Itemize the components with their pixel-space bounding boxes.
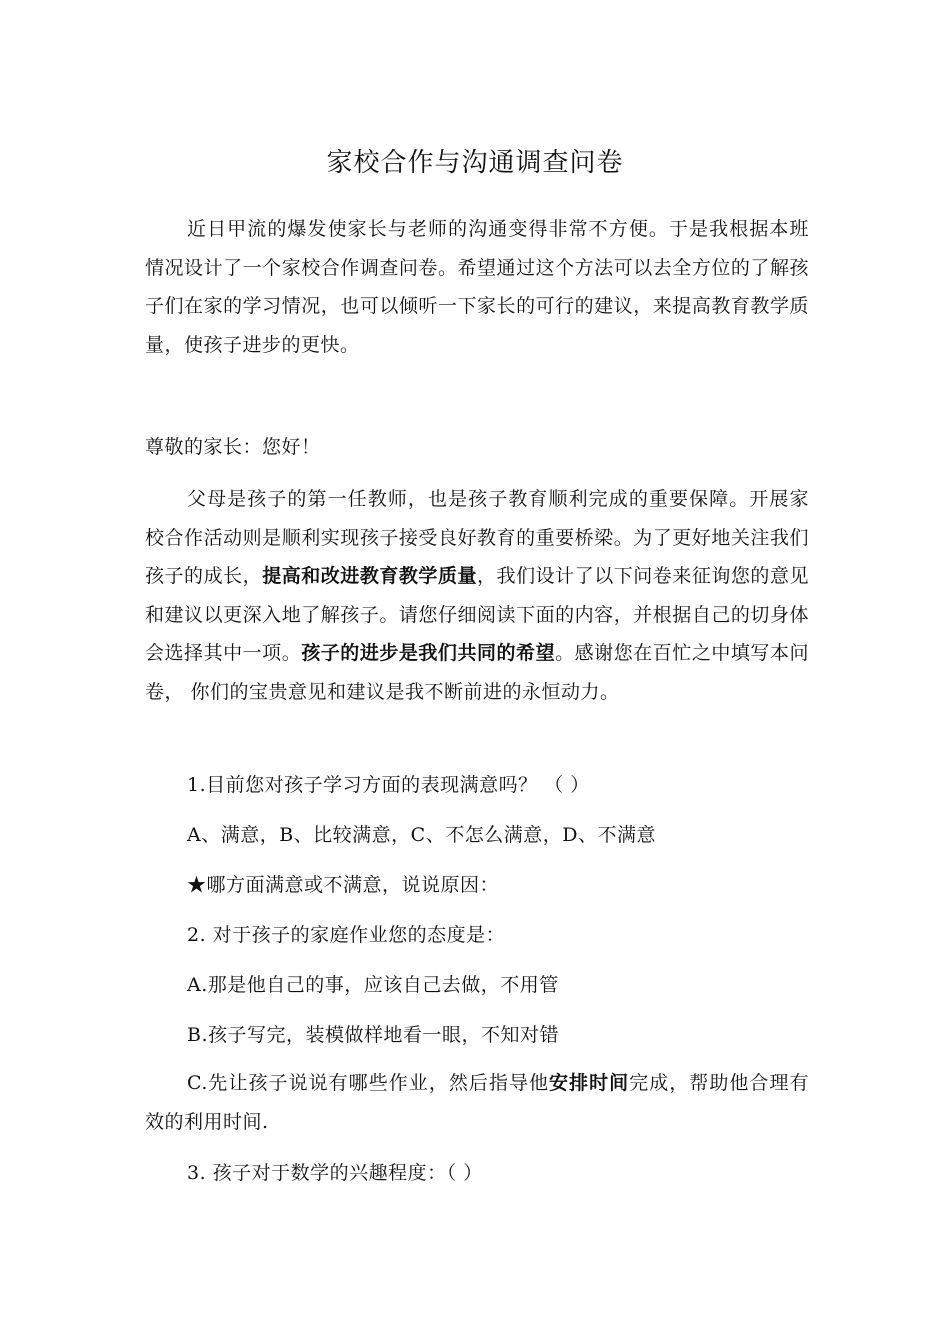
greeting: 尊敬的家长：您好！ bbox=[145, 436, 321, 458]
question-2-option-b: B.孩子写完，装模做样地看一眼，不知对错 bbox=[187, 1024, 560, 1046]
letter-emphasis-quality: 提高和改进教育教学质量 bbox=[262, 565, 478, 587]
letter-text-1: 父母是孩子的第一任教师，也是孩子教育顺利完成的重要保障。开展家校合作活动则是顺利实现孩子接受良好教育的重要桥梁。为了更好地关注我们孩子的成长， bbox=[145, 488, 809, 587]
question-2-option-c bbox=[145, 1064, 809, 1141]
letter-text-3: 。感谢您在百忙之中填写本问卷， 你们的宝贵意见和建议是我不断前进的永恒动力。 bbox=[145, 642, 809, 703]
letter-text-2: ，我们设计了以下问卷来征询您的意见和建议以更深入地了解孩子。请您仔细阅读下面的内容，并根据自己的切身体会选择其中一项。 bbox=[145, 565, 809, 664]
question-1-options: A、满意，B、比较满意，C、不怎么满意，D、不满意 bbox=[187, 824, 656, 846]
question-1: 1.目前您对孩子学习方面的表现满意吗？ （ ） bbox=[187, 774, 590, 796]
letter-paragraph bbox=[145, 480, 809, 711]
question-1-followup: ★哪方面满意或不满意，说说原因： bbox=[187, 874, 500, 896]
intro-paragraph: 近日甲流的爆发使家长与老师的沟通变得非常不方便。于是我根据本班情况设计了一个家校合作调查问卷。希望通过这个方法可以去全方位的了解孩子们在家的学习情况，也可以倾听一下家长的可行的建议，来提高教育教学质量，使孩子进步的更快。 bbox=[145, 218, 809, 356]
document-title: 家校合作与沟通调查问卷 bbox=[326, 148, 624, 178]
question-2: 2. 对于孩子的家庭作业您的态度是： bbox=[187, 924, 506, 946]
question-3: 3. 孩子对于数学的兴趣程度：（ ） bbox=[187, 1162, 483, 1184]
option-c-text-1: C.先让孩子说说有哪些作业，然后指导他 bbox=[187, 1072, 550, 1094]
question-2-option-a: A.那是他自己的事，应该自己去做，不用管 bbox=[187, 974, 559, 996]
letter-emphasis-hope: 孩子的进步是我们共同的希望 bbox=[301, 642, 556, 664]
option-c-text-2: 完成，帮助他合理有效的利用时间. bbox=[145, 1072, 809, 1133]
option-c-emphasis: 安排时间 bbox=[549, 1072, 630, 1094]
